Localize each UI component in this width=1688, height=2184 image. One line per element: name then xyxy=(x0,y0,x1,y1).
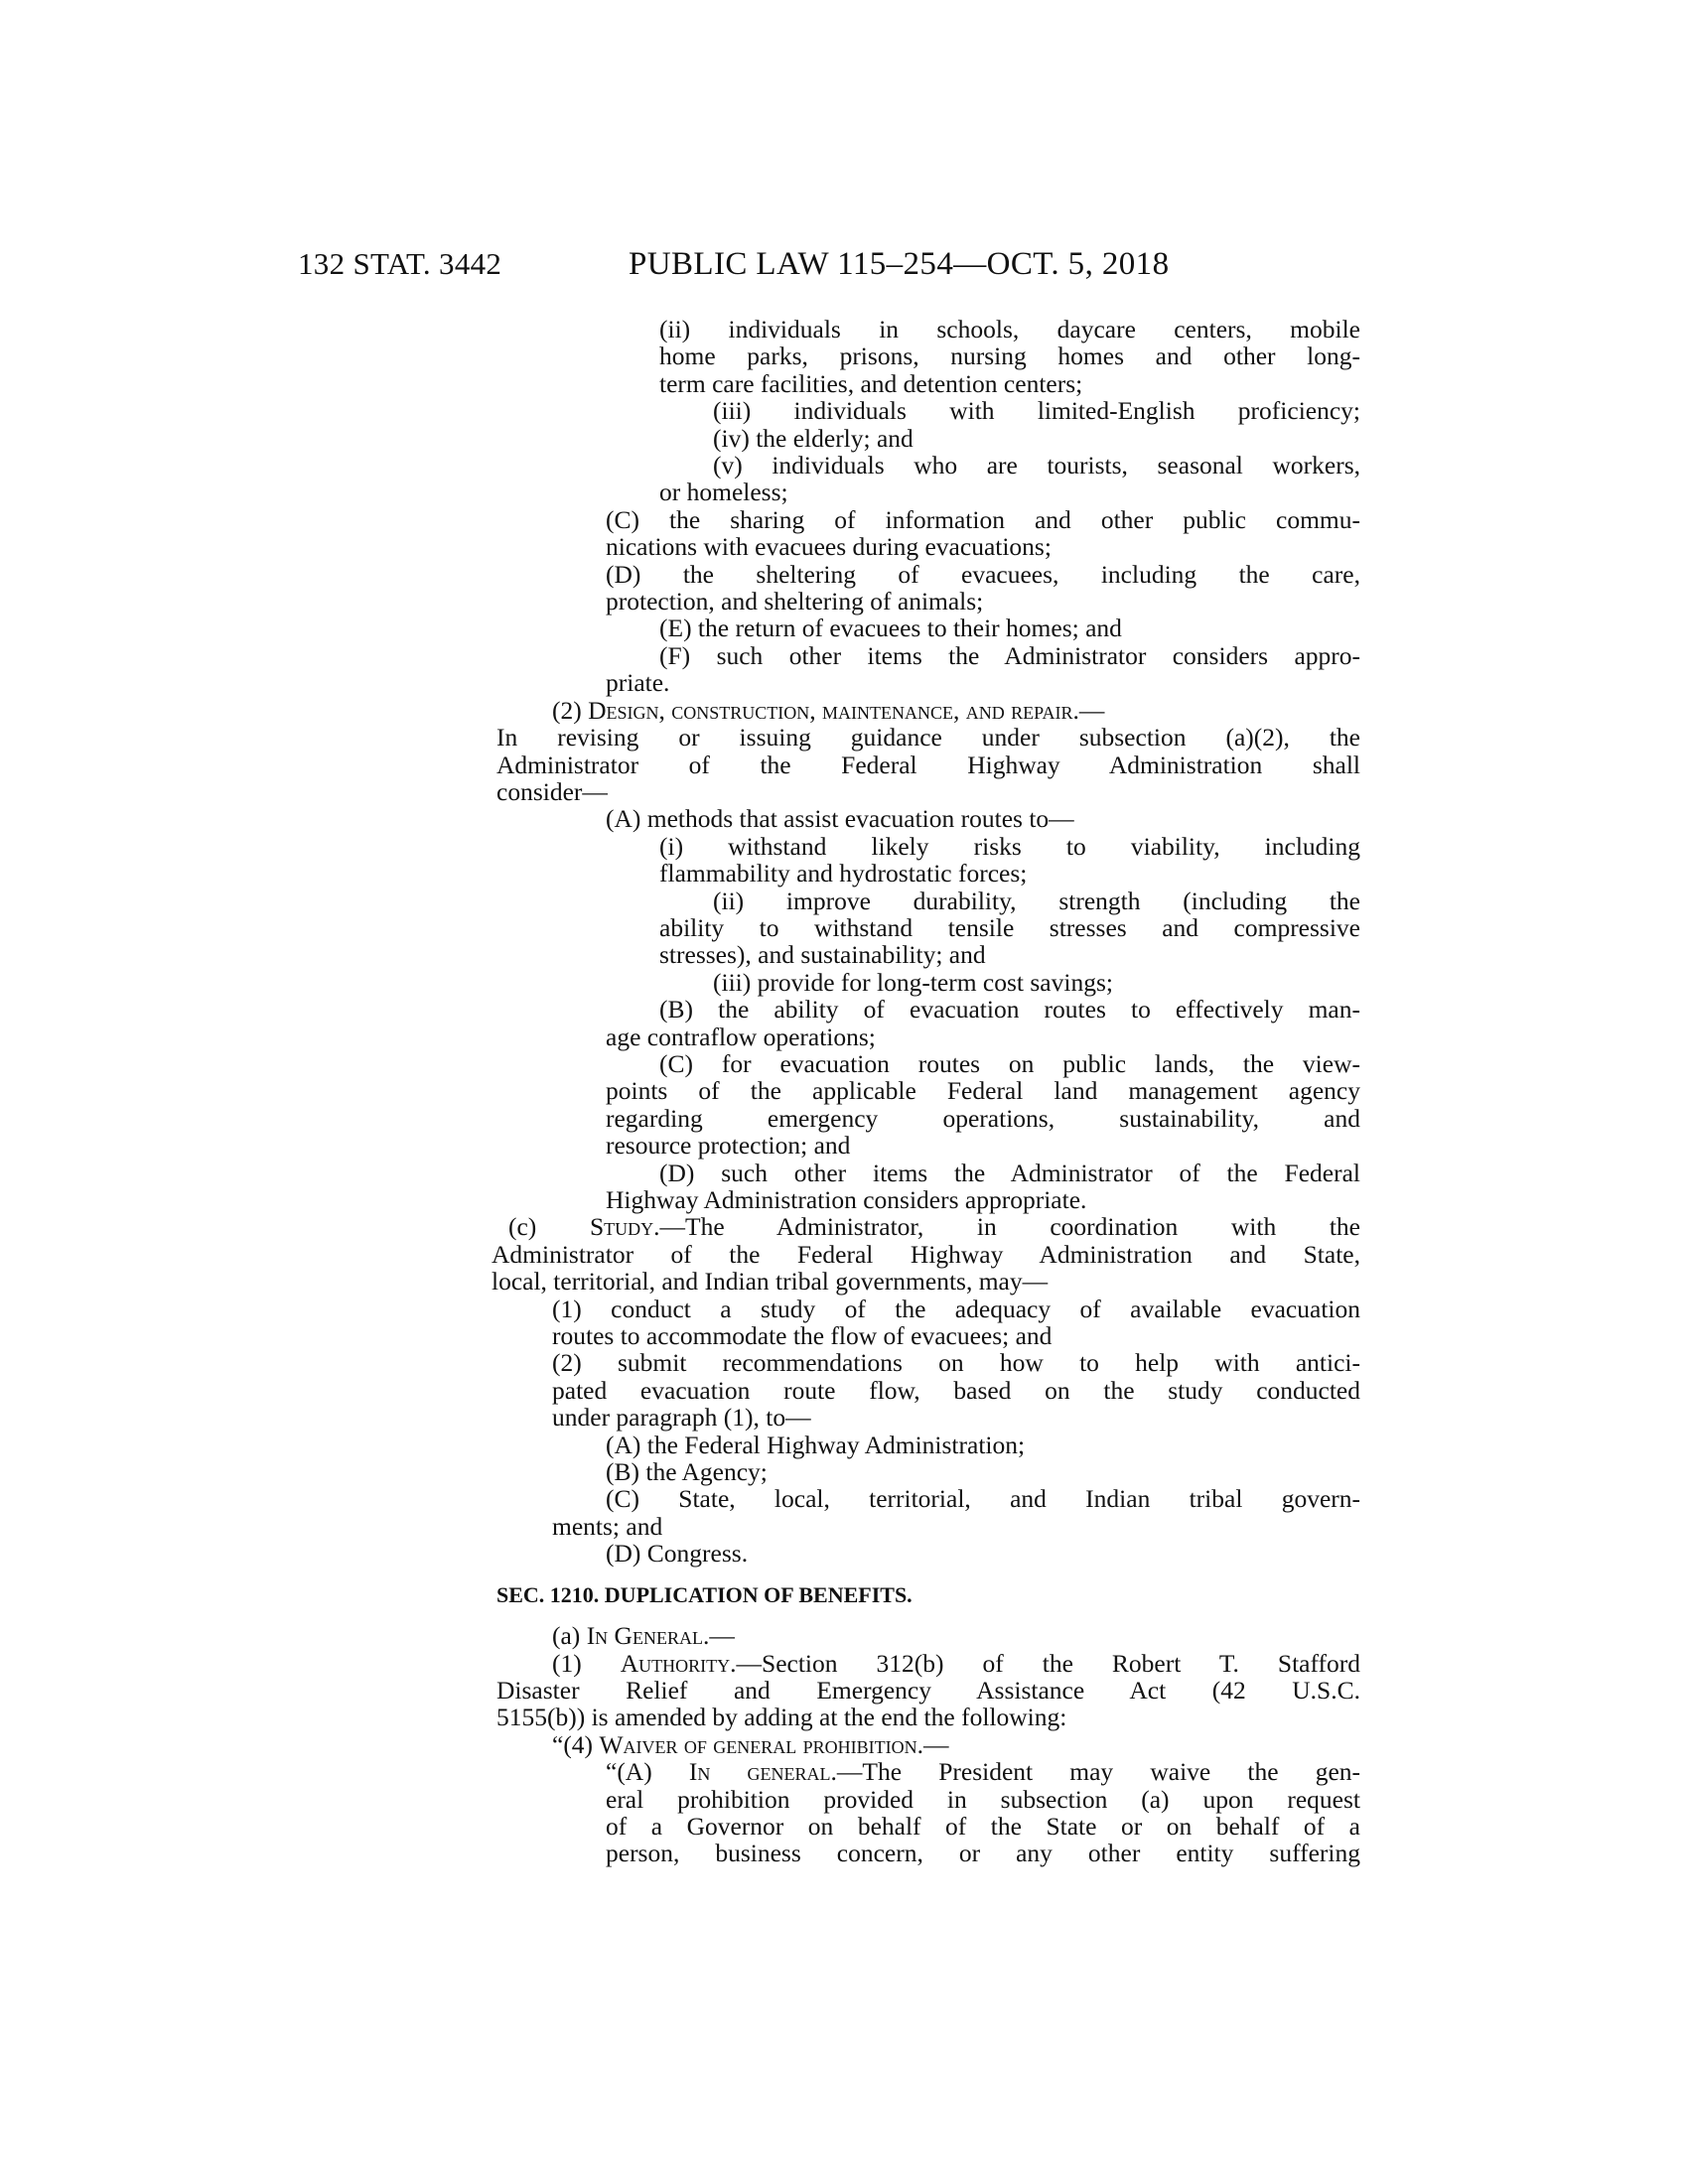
text-line xyxy=(496,1050,1360,1077)
line-text: (C) the sharing of information and other public commu- xyxy=(606,504,1360,534)
line-text-continued: .—The Administrator, in coordination with the xyxy=(653,1212,1360,1242)
text-line xyxy=(496,1296,1360,1322)
text-line xyxy=(496,805,1360,832)
line-text: (ii) individuals in schools, daycare centers, mobile xyxy=(659,315,1360,343)
line-text: “(A) xyxy=(606,1757,689,1787)
text-line xyxy=(496,1622,1360,1649)
line-text: of a Governor on behalf of the State or on behalf of a xyxy=(606,1811,1360,1841)
text-line xyxy=(496,1132,1360,1159)
text-block-before xyxy=(492,315,1360,1569)
statute-citation: 132 STAT. 3442 xyxy=(298,246,502,281)
text-line xyxy=(496,1786,1360,1813)
text-line xyxy=(496,1213,1360,1240)
line-text: ability to withstand tensile stresses and compressive xyxy=(659,912,1360,942)
line-text: priate. xyxy=(606,668,670,698)
text-line xyxy=(492,1241,1360,1268)
line-text: (v) individuals who are tourists, seasonal workers, xyxy=(713,451,1360,480)
text-line xyxy=(496,1677,1360,1704)
text-line xyxy=(496,1160,1360,1186)
text-line xyxy=(496,588,1360,614)
text-line xyxy=(496,614,1360,641)
text-block-after xyxy=(496,1622,1360,1867)
line-text: Administrator of the Federal Highway Administration shall xyxy=(496,750,1360,779)
line-text: routes to accommodate the flow of evacuees; and xyxy=(552,1321,1053,1351)
text-line xyxy=(496,1432,1360,1458)
text-line xyxy=(496,996,1360,1023)
line-text: (iii) individuals with limited-English proficiency; xyxy=(713,396,1360,426)
line-text: (2) submit recommendations on how to help with antici- xyxy=(552,1348,1360,1378)
line-text: under paragraph (1), to— xyxy=(552,1403,811,1433)
line-text: (E) the return of evacuees to their homes; and xyxy=(659,614,1122,643)
body-text xyxy=(492,315,1361,1868)
text-line xyxy=(496,1458,1360,1485)
line-text: (C) for evacuation routes on public lands, the view- xyxy=(659,1048,1360,1078)
line-text: (1) xyxy=(552,1648,621,1678)
line-text: (F) such other items the Administrator considers appro- xyxy=(659,640,1360,670)
section-heading: SEC. 1210. DUPLICATION OF BENEFITS. xyxy=(496,1581,913,1607)
text-line xyxy=(496,1731,1360,1758)
text-line xyxy=(492,1268,1360,1295)
text-line xyxy=(496,669,1360,696)
text-line xyxy=(496,1540,1360,1567)
text-line xyxy=(496,452,1360,478)
text-line xyxy=(496,642,1360,669)
line-text: resource protection; and xyxy=(606,1131,851,1160)
text-line xyxy=(496,751,1360,778)
line-text: stresses), and sustainability; and xyxy=(659,940,986,970)
text-line xyxy=(496,1349,1360,1376)
text-line xyxy=(496,941,1360,968)
text-line xyxy=(496,506,1360,533)
small-caps-heading: Study xyxy=(589,1212,654,1242)
line-text: (1) conduct a study of the adequacy of available evacuation xyxy=(552,1294,1360,1323)
text-line xyxy=(496,697,1360,724)
line-text: “(4) xyxy=(552,1729,600,1759)
text-line xyxy=(496,1024,1360,1050)
line-text: age contraflow operations; xyxy=(606,1022,876,1051)
line-text: or homeless; xyxy=(659,478,788,507)
line-text-continued: .—The President may waive the gen- xyxy=(830,1757,1360,1787)
line-text-continued: .— xyxy=(1072,695,1105,725)
text-line xyxy=(496,1485,1360,1512)
small-caps-heading: Design, construction, maintenance, and repair xyxy=(588,695,1073,725)
text-line xyxy=(496,833,1360,860)
text-line xyxy=(496,478,1360,505)
text-line xyxy=(496,778,1360,805)
text-line xyxy=(496,425,1360,452)
line-text: (c) xyxy=(508,1212,590,1242)
small-caps-heading: In General xyxy=(586,1621,703,1651)
line-text: nications with evacuees during evacuations; xyxy=(606,532,1052,562)
line-text-continued: .—Section 312(b) of the Robert T. Stafford xyxy=(730,1648,1361,1678)
line-text: (D) such other items the Administrator of the Federal xyxy=(659,1158,1360,1187)
line-text-continued: .— xyxy=(702,1621,735,1651)
text-line xyxy=(496,1813,1360,1840)
text-line xyxy=(496,1377,1360,1404)
line-text: In revising or issuing guidance under subsection (a)(2), the xyxy=(496,723,1360,752)
line-text: (2) xyxy=(552,695,589,725)
small-caps-heading: Authority xyxy=(620,1648,731,1678)
text-line xyxy=(496,1758,1360,1785)
line-text: term care facilities, and detention centers; xyxy=(659,368,1083,398)
text-line xyxy=(496,969,1360,996)
line-text: 5155(b)) is amended by adding at the end the following: xyxy=(496,1703,1067,1732)
text-line xyxy=(496,1404,1360,1431)
text-line xyxy=(496,370,1360,397)
text-line xyxy=(496,1186,1360,1213)
text-line xyxy=(496,1322,1360,1349)
text-line xyxy=(496,316,1360,342)
line-text: (A) the Federal Highway Administration; xyxy=(606,1430,1026,1459)
text-line xyxy=(496,860,1360,887)
law-title: PUBLIC LAW 115–254—OCT. 5, 2018 xyxy=(629,246,1170,282)
line-text: (B) the Agency; xyxy=(606,1457,768,1487)
line-text: consider— xyxy=(496,776,608,806)
text-line xyxy=(496,397,1360,424)
text-line xyxy=(496,1513,1360,1540)
line-text: (iii) provide for long-term cost savings; xyxy=(713,967,1113,997)
text-line xyxy=(496,1650,1360,1677)
line-text: (iv) the elderly; and xyxy=(713,423,914,453)
line-text: ments; and xyxy=(552,1511,663,1541)
small-caps-heading: Waiver of general prohibition xyxy=(599,1729,917,1759)
line-text: Highway Administration considers appropriate. xyxy=(606,1185,1087,1214)
line-text: (D) the sheltering of evacuees, including the care, xyxy=(606,559,1360,589)
text-line xyxy=(496,1077,1360,1104)
line-text: protection, and sheltering of animals; xyxy=(606,587,984,616)
text-line xyxy=(496,724,1360,751)
line-text: (i) withstand likely risks to viability, including xyxy=(659,831,1360,861)
line-text: Disaster Relief and Emergency Assistance Act (42 U.S.C. xyxy=(496,1675,1360,1705)
line-text: regarding emergency operations, sustainability, and xyxy=(606,1103,1360,1133)
line-text: Administrator of the Federal Highway Administration and State, xyxy=(492,1239,1360,1269)
line-text: (A) methods that assist evacuation routes to— xyxy=(606,804,1074,834)
running-head xyxy=(298,246,1390,286)
text-line xyxy=(496,914,1360,941)
text-line xyxy=(496,1704,1360,1730)
line-text: local, territorial, and Indian tribal governments, may— xyxy=(492,1267,1049,1297)
line-text: flammability and hydrostatic forces; xyxy=(659,859,1028,888)
line-text: points of the applicable Federal land management agency xyxy=(606,1076,1360,1106)
line-text: eral prohibition provided in subsection (a) upon request xyxy=(606,1784,1360,1814)
line-text: (C) State, local, territorial, and Indian tribal govern- xyxy=(606,1484,1360,1514)
line-text: home parks, prisons, nursing homes and other long- xyxy=(659,341,1360,371)
text-line xyxy=(496,1105,1360,1132)
line-text-continued: .— xyxy=(916,1729,949,1759)
line-text: (ii) improve durability, strength (including the xyxy=(713,886,1360,915)
text-line xyxy=(496,887,1360,914)
line-text: pated evacuation route flow, based on the study conducted xyxy=(552,1375,1360,1405)
text-line xyxy=(496,533,1360,560)
line-text: (D) Congress. xyxy=(606,1539,749,1569)
text-line xyxy=(496,1840,1360,1866)
line-text: (B) the ability of evacuation routes to effectively man- xyxy=(659,995,1360,1024)
small-caps-heading: In general xyxy=(688,1757,831,1787)
line-text: person, business concern, or any other entity suffering xyxy=(606,1839,1360,1868)
text-line xyxy=(496,342,1360,369)
line-text: (a) xyxy=(552,1621,587,1651)
text-line xyxy=(496,561,1360,588)
